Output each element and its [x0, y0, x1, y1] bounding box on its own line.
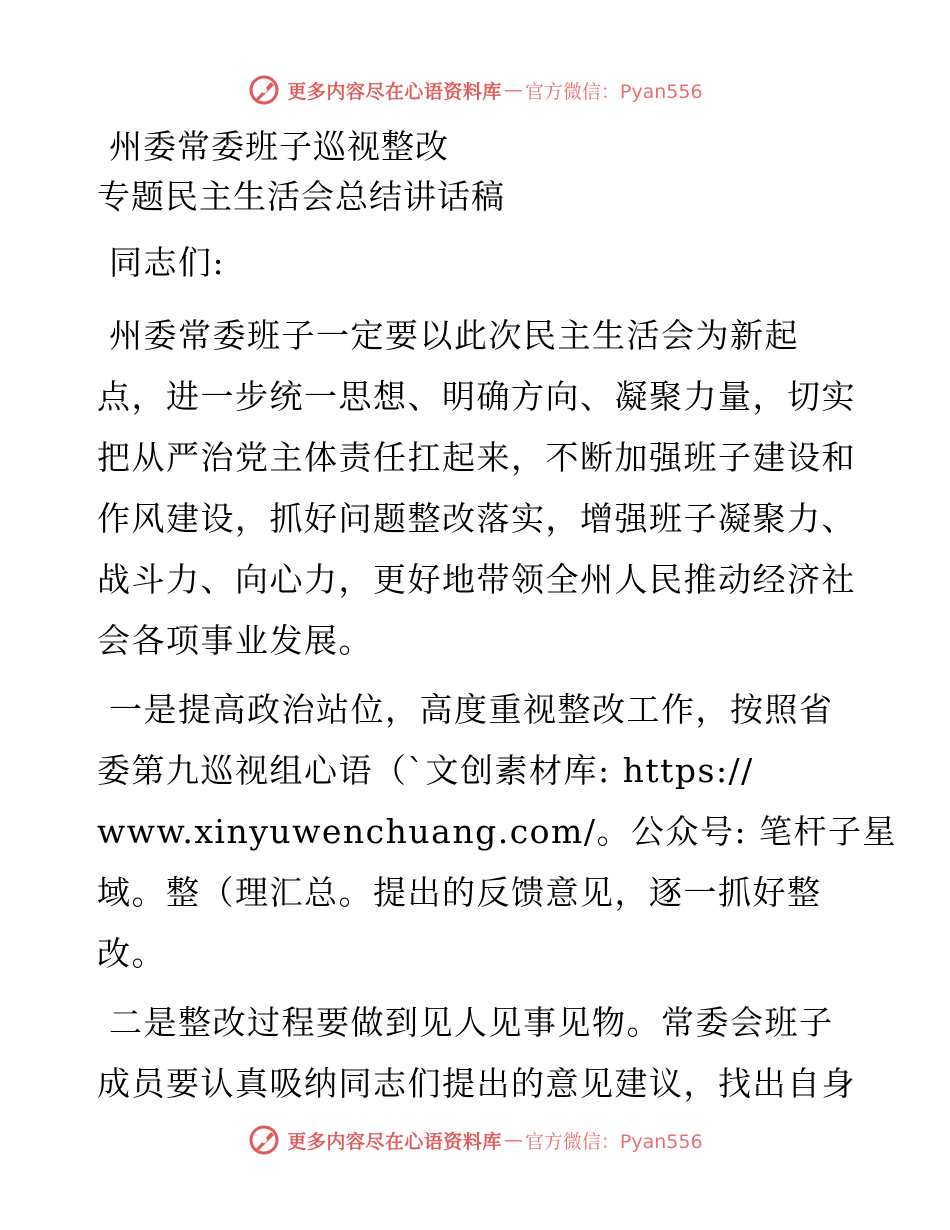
paragraph-line: 把从严治党主体责任扛起来，不断加强班子建设和	[97, 438, 856, 477]
paragraph-line: 作风建设，抓好问题整改落实，增强班子凝聚力、	[97, 499, 856, 538]
paragraph-line: 会各项事业发展。	[97, 621, 373, 660]
paragraph-line: 改。	[97, 934, 166, 973]
quill-logo-icon	[247, 73, 281, 107]
watermark-main-text: 更多内容尽在心语资料库	[287, 80, 502, 103]
salutation: 同志们:	[109, 243, 226, 282]
paragraph-line: 一是提高政治站位，高度重视整改工作，按照省	[109, 690, 834, 729]
watermark-separator: —	[503, 79, 523, 101]
document-title-line-2: 专题民主生活会总结讲话稿	[97, 177, 505, 216]
quill-logo-icon	[247, 1123, 281, 1157]
paragraph-3	[97, 992, 857, 1114]
paragraph-line: 州委常委班子一定要以此次民主生活会为新起	[109, 316, 799, 355]
watermark-wechat-text: 官方微信：Pyan556	[524, 80, 703, 103]
paragraph-line: 域。整（理汇总。提出的反馈意见，逐一抓好整	[97, 873, 822, 912]
document-title-line-1: 州委常委班子巡视整改	[109, 127, 449, 166]
document-body	[97, 122, 898, 1114]
paragraph-line: www.xinyuwenchuang.com/。公众号: 笔杆子星	[97, 812, 898, 851]
paragraph-2	[97, 679, 898, 984]
paragraph-1	[97, 305, 857, 671]
paragraph-line: 二是整改过程要做到见人见事见物。常委会班子	[109, 1003, 834, 1042]
watermark-separator: —	[503, 1129, 523, 1151]
paragraph-line: 点，进一步统一思想、明确方向、凝聚力量，切实	[97, 377, 856, 416]
paragraph-line: 委第九巡视组心语（`文创素材库: https://	[97, 751, 754, 790]
watermark-main-text: 更多内容尽在心语资料库	[287, 1130, 502, 1153]
watermark-footer	[0, 1120, 950, 1160]
watermark-header	[0, 70, 950, 110]
paragraph-line: 战斗力、向心力，更好地带领全州人民推动经济社	[97, 560, 856, 599]
paragraph-line: 成员要认真吸纳同志们提出的意见建议，找出自身	[97, 1064, 856, 1103]
watermark-wechat-text: 官方微信：Pyan556	[524, 1130, 703, 1153]
